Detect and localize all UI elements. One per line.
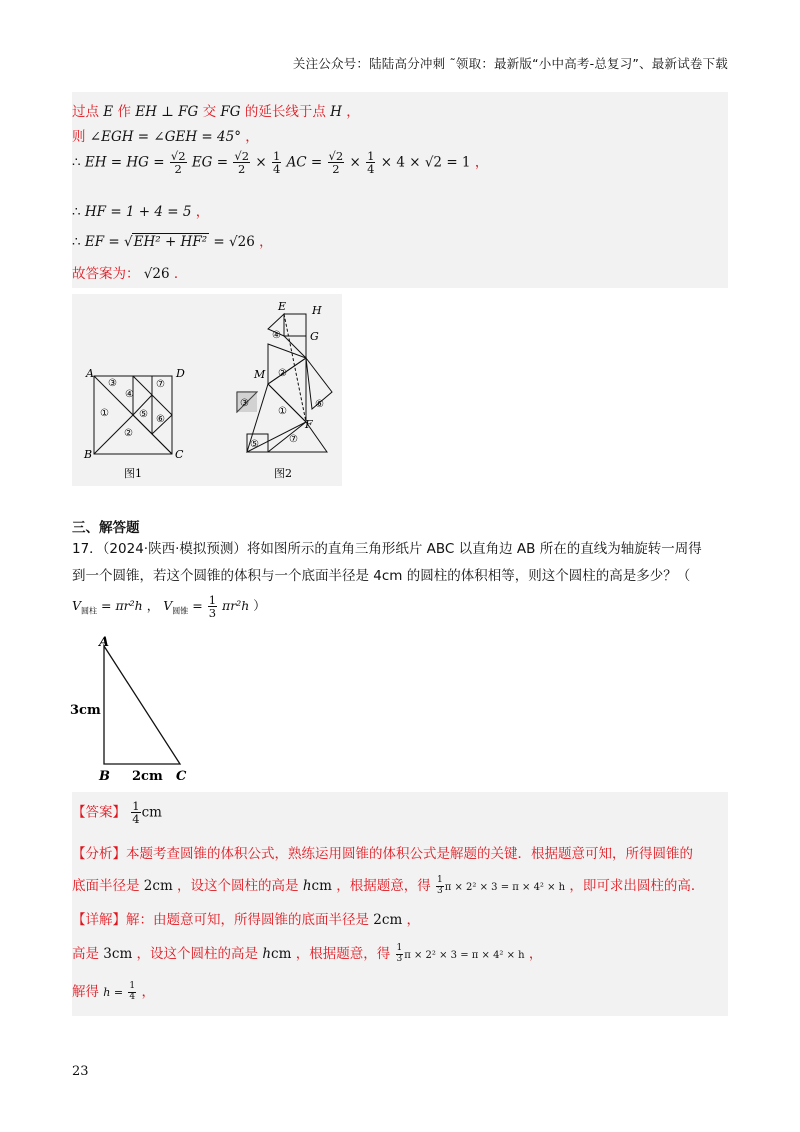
solution-box-bottom bbox=[72, 792, 728, 1016]
page-number: 23 bbox=[72, 1064, 89, 1079]
triangle-point-a: A bbox=[99, 636, 110, 650]
triangle-point-c: C bbox=[176, 769, 187, 784]
fraction: $\frac{1}{4}$ bbox=[129, 981, 136, 1002]
triangle-point-b: B bbox=[99, 769, 110, 784]
fig2-point-f: F bbox=[305, 418, 313, 431]
solution-line-1: 过点 E 作 EH ⊥ FG 交 FG 的延长线于点 H ， bbox=[72, 104, 360, 120]
tangram-figure-box bbox=[72, 294, 342, 486]
question-17-formula: $V_{圆柱} = \pi r^2h$ ， $V_{圆锥}$ = $\frac{1}{3}$ πr²h ） bbox=[72, 593, 266, 621]
fig2-piece-label: ① bbox=[278, 406, 287, 417]
detail-line-2: 高是 3cm ，设这个圆柱的高是 hcm ，根据题意，得 $\frac{1}{3}$ π × 2² × 3 = π × 4² × h ， bbox=[72, 943, 543, 964]
fig2-piece-label: ⑤ bbox=[250, 439, 259, 450]
fig1-piece-label: ⑥ bbox=[156, 414, 165, 425]
fig2-piece-label: ⑥ bbox=[315, 399, 324, 410]
analysis-line-2: 底面半径是 2cm ，设这个圆柱的高是 hcm ，根据题意，得 $\frac{1}{3}$ π × 2² × 3 = π × 4² × h ，即可求出圆柱的高． bbox=[72, 875, 705, 896]
side-ab-length: 3cm bbox=[70, 703, 101, 718]
fig2-piece-label: ⑦ bbox=[289, 434, 298, 445]
page-header: 关注公众号：陆陆高分冲刺 ˜领取：最新版“小中高考-总复习”、最新试卷下载 bbox=[292, 56, 728, 71]
fig1-point-a: A bbox=[86, 367, 94, 380]
fig2-piece-label: ④ bbox=[272, 330, 281, 341]
fig2-piece-label: ② bbox=[278, 368, 287, 379]
fig2-piece-label: ③ bbox=[240, 398, 249, 409]
solution-line-3: ∴ EH = HG = $\frac{√2}{2}$ EG = $\frac{√2}{2}$ × $\frac{1}{4}$ AC = $\frac{√2}{2}$ × $\frac{1}{4}$ × 4 × √2 = 1 ， bbox=[72, 149, 489, 177]
solution-line-2: 则 ∠EGH = ∠GEH = 45° ， bbox=[72, 129, 259, 145]
analysis-line-1: 【分析】本题考查圆锥的体积公式，熟练运用圆锥的体积公式是解题的关键．根据题意可知，所得圆锥的 bbox=[72, 846, 693, 862]
fraction: $\frac{1}{3}$ bbox=[437, 875, 443, 896]
fig1-piece-label: ⑦ bbox=[156, 379, 165, 390]
answer-line: 【答案】 $\frac{1}{4}$ cm bbox=[72, 799, 162, 827]
fig1-piece-label: ④ bbox=[125, 389, 134, 400]
question-17-line-2: 到一个圆锥，若这个圆锥的体积与一个底面半径是 4cm 的圆柱的体积相等，则这个圆柱的高是多少？（ bbox=[72, 568, 691, 584]
fig1-point-d: D bbox=[176, 367, 185, 380]
triangle-shape bbox=[104, 646, 180, 764]
fig1-piece-label: ② bbox=[124, 428, 133, 439]
fig2-point-e: E bbox=[278, 300, 287, 313]
fraction: $\frac{1}{3}$ bbox=[208, 593, 217, 621]
fraction: $\frac{√2}{2}$ bbox=[328, 149, 344, 177]
side-bc-length: 2cm bbox=[132, 769, 163, 784]
section-title: 三、解答题 bbox=[72, 520, 140, 536]
fraction: $\frac{√2}{2}$ bbox=[170, 149, 186, 177]
fig2-point-g: G bbox=[310, 330, 319, 343]
fraction: $\frac{1}{4}$ bbox=[272, 149, 281, 177]
fig1-label: 图1 bbox=[124, 467, 142, 480]
detail-line-1: 【详解】解：由题意可知，所得圆锥的底面半径是 2cm ， bbox=[72, 912, 421, 928]
solution-line-6: 故答案为： √26 ． bbox=[72, 266, 188, 282]
fig1-piece-label: ① bbox=[100, 408, 109, 419]
fig2-label: 图2 bbox=[274, 467, 292, 480]
right-triangle-abc bbox=[68, 636, 198, 784]
fig1-point-c: C bbox=[175, 448, 184, 461]
fraction: $\frac{1}{3}$ bbox=[396, 943, 403, 964]
fraction: $\frac{√2}{2}$ bbox=[234, 149, 250, 177]
tangram-figure bbox=[72, 294, 342, 486]
solution-line-4: ∴ HF = 1 + 4 = 5 ， bbox=[72, 204, 210, 220]
solution-line-5: ∴ EF = √EH² + HF² = √26 ， bbox=[72, 234, 273, 250]
fig1-piece-label: ⑤ bbox=[139, 409, 148, 420]
answer-fraction: $\frac{1}{4}$ bbox=[132, 799, 140, 827]
fraction: $\frac{1}{4}$ bbox=[367, 149, 375, 177]
solution-box-top bbox=[72, 92, 728, 288]
fig2-point-m: M bbox=[254, 368, 266, 381]
fig1-point-b: B bbox=[84, 448, 93, 461]
solve-line: 解得 h = $\frac{1}{4}$ ， bbox=[72, 981, 155, 1002]
fig2-point-h: H bbox=[312, 304, 322, 317]
fig1-piece-label: ③ bbox=[108, 378, 117, 389]
question-17-line-1: 17．（2024·陕西·模拟预测）将如图所示的直角三角形纸片 ABC 以直角边 AB 所在的直线为轴旋转一周得 bbox=[72, 541, 702, 557]
